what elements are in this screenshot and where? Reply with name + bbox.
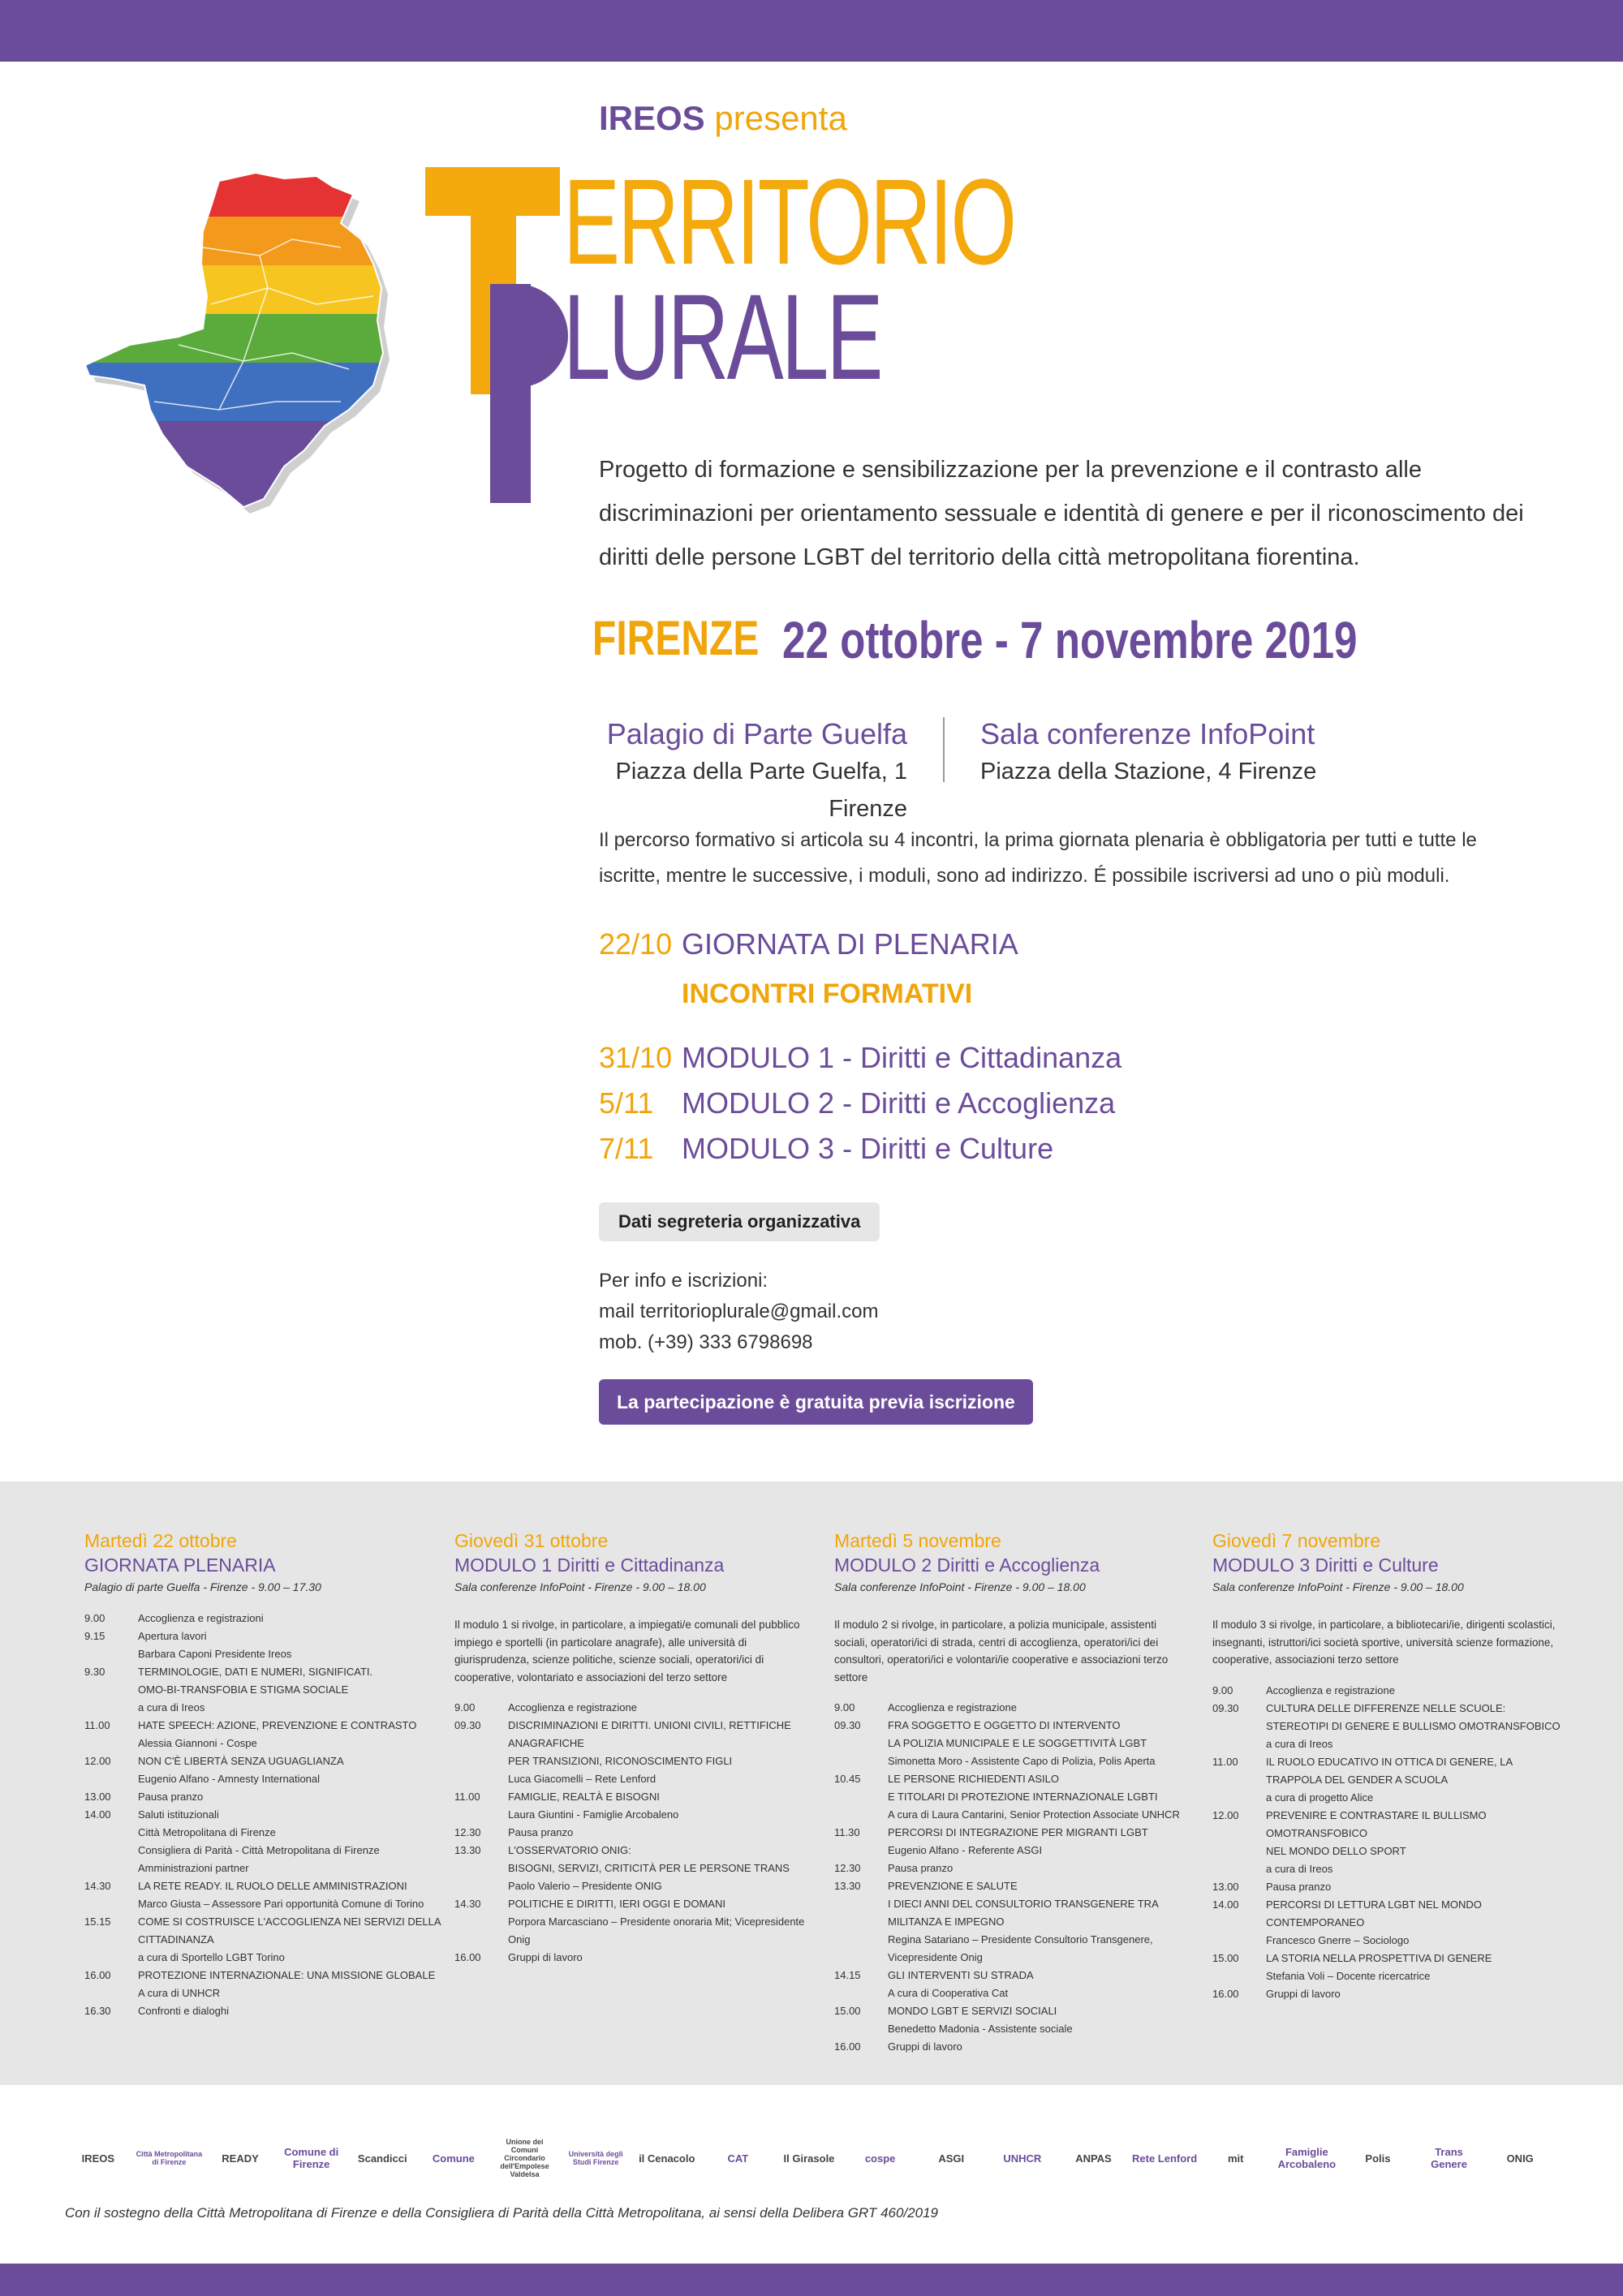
schedule-text: Barbara Caponi Presidente Ireos	[138, 1648, 292, 1660]
schedule-time: 11.00	[454, 1791, 480, 1803]
schedule-item	[1212, 1842, 1569, 1860]
schedule-text: STEREOTIPI DI GENERE E BULLISMO OMOTRANSFOBICO	[1266, 1719, 1561, 1732]
presenta-word: presenta	[714, 99, 847, 137]
schedule-text: I DIECI ANNI DEL CONSULTORIO TRANSGENERE TRA MILITANZA E IMPEGNO	[888, 1898, 1159, 1928]
schedule-time: 12.30	[834, 1862, 861, 1874]
schedule-item	[834, 1824, 1191, 1842]
incontri-label: INCONTRI FORMATIVI	[682, 978, 973, 1009]
schedule-item	[454, 1788, 812, 1806]
schedule-text: LA RETE READY. IL RUOLO DELLE AMMINISTRAZIONI	[138, 1880, 407, 1892]
partner-logo: mit	[1227, 2152, 1244, 2165]
schedule-item	[454, 1877, 812, 1895]
schedule-text: Gruppi di lavoro	[1266, 1987, 1341, 2000]
schedule-time: 9.30	[84, 1666, 105, 1678]
schedule-time: 14.30	[84, 1880, 111, 1892]
schedule-list	[1212, 1682, 1569, 2003]
intro-text: Progetto di formazione e sensibilizzazione per la prevenzione e il contrasto alle discriminazioni per orientamento sessuale e identità di genere e per il riconoscimento dei diritti delle persone LGBT del territorio della città metropolitana fiorentina.	[599, 457, 1524, 570]
row-title: MODULO 1 - Diritti e Cittadinanza	[682, 1041, 1122, 1074]
schedule-item	[84, 1699, 441, 1717]
schedule-item	[84, 1806, 441, 1824]
schedule-text: Vicepresidente Onig	[888, 1951, 983, 1963]
schedule-item	[84, 1967, 441, 1984]
event-dates: 22 ottobre - 7 novembre 2019	[782, 611, 1358, 669]
schedule-text: a cura di Ireos	[1266, 1737, 1333, 1750]
schedule-text: Gruppi di lavoro	[508, 1951, 583, 1963]
schedule-item	[834, 2002, 1191, 2020]
schedule-text: Città Metropolitana di Firenze	[138, 1826, 276, 1838]
schedule-time: 13.30	[834, 1880, 861, 1892]
schedule-item	[84, 1735, 441, 1752]
partner-logo: Unione dei Comuni Circondario dell'Empolese Valdelsa	[500, 2138, 549, 2178]
schedule-item	[834, 1931, 1191, 1949]
schedule-time: 16.00	[454, 1951, 481, 1963]
schedule-item	[1212, 1860, 1569, 1878]
org-name: IREOS	[599, 99, 705, 137]
schedule-item	[1212, 1896, 1569, 1932]
schedule-text: a cura di Ireos	[138, 1701, 205, 1713]
day-title: MODULO 3 Diritti e Culture	[1212, 1554, 1439, 1576]
day-date: Martedì 22 ottobre	[84, 1530, 237, 1551]
schedule-time: 9.00	[834, 1701, 855, 1713]
schedule-time	[1212, 1860, 1266, 1878]
schedule-time	[84, 1860, 138, 1877]
schedule-text: HATE SPEECH: AZIONE, PREVENZIONE E CONTRASTO	[138, 1719, 417, 1731]
day-location: Sala conferenze InfoPoint - Firenze - 9.00 – 18.00	[1212, 1580, 1464, 1593]
schedule-time	[834, 1752, 888, 1770]
module-description: Il modulo 2 si rivolge, in particolare, a polizia municipale, assistenti sociali, operatori/ici di strada, centri di accoglienza, operatori/ici dei consultori, operatori/ici e volontari/ie cooperative e associazioni terzo settore	[834, 1619, 1169, 1683]
schedule-text: IL RUOLO EDUCATIVO IN OTTICA DI GENERE, LA TRAPPOLA DEL GENDER A SCUOLA	[1266, 1755, 1513, 1786]
schedule-text: Saluti istituzionali	[138, 1808, 219, 1821]
schedule-item	[834, 1770, 1191, 1788]
schedule-item	[1212, 1985, 1569, 2003]
schedule-text: Alessia Giannoni - Cospe	[138, 1737, 257, 1749]
schedule-text: Apertura lavori	[138, 1630, 207, 1642]
day-location: Sala conferenze InfoPoint - Firenze - 9.00 – 18.00	[454, 1580, 706, 1593]
partner-logo: Scandicci	[357, 2152, 407, 2165]
day-title: MODULO 2 Diritti e Accoglienza	[834, 1554, 1100, 1576]
schedule-text: PER TRANSIZIONI, RICONOSCIMENTO FIGLI	[508, 1755, 733, 1767]
schedule-time	[454, 1877, 508, 1895]
schedule-time	[834, 1735, 888, 1752]
schedule-text: LA STORIA NELLA PROSPETTIVA DI GENERE	[1266, 1951, 1492, 1964]
schedule-time	[834, 1806, 888, 1824]
schedule-text: PROTEZIONE INTERNAZIONALE: UNA MISSIONE GLOBALE	[138, 1969, 436, 1981]
schedule-text: A cura di UNHCR	[138, 1987, 221, 1999]
schedule-text: Accoglienza e registrazione	[1266, 1683, 1395, 1696]
schedule-item	[834, 1806, 1191, 1824]
schedule-item	[834, 1842, 1191, 1860]
schedule-item	[454, 1752, 812, 1770]
schedule-item	[834, 1877, 1191, 1895]
partner-logo: CAT	[727, 2152, 749, 2165]
schedule-item	[84, 1949, 441, 1967]
schedule-item	[1212, 1700, 1569, 1718]
percorso-text: Il percorso formativo si articola su 4 incontri, la prima giornata plenaria è obbligatoria per tutti e tutte le iscritte, mentre le successive, i moduli, sono ad indirizzo. É possibile iscriversi ad uno o più moduli.	[599, 829, 1477, 887]
row-date: 5/11	[599, 1086, 654, 1120]
schedule-text: PERCORSI DI INTEGRAZIONE PER MIGRANTI LGBT	[888, 1826, 1148, 1838]
program-column-3	[834, 1529, 1191, 2056]
schedule-item	[1212, 1682, 1569, 1700]
schedule-time	[454, 1860, 508, 1877]
schedule-item	[84, 1913, 441, 1949]
schedule-time: 16.00	[1212, 1987, 1239, 2000]
schedule-item	[454, 1895, 812, 1913]
schedule-text: CULTURA DELLE DIFFERENZE NELLE SCUOLE:	[1266, 1701, 1506, 1714]
schedule-time	[454, 1913, 508, 1949]
venue-address: Piazza della Stazione, 4 Firenze	[980, 759, 1317, 785]
schedule-time	[84, 1735, 138, 1752]
schedule-time: 12.00	[1212, 1808, 1239, 1821]
schedule-text: PREVENIRE E CONTRASTARE IL BULLISMO OMOTRANSFOBICO	[1266, 1808, 1487, 1839]
schedule-time: 10.45	[834, 1773, 861, 1785]
module-row	[599, 1086, 1115, 1121]
schedule-text: a cura di Ireos	[1266, 1862, 1333, 1875]
schedule-item	[454, 1949, 812, 1967]
partner-logo: Comune di Firenze	[284, 2146, 339, 2170]
schedule-time	[84, 1984, 138, 2002]
schedule-list	[84, 1610, 441, 2020]
schedule-text: Confronti e dialoghi	[138, 2005, 230, 2017]
schedule-text: LA POLIZIA MUNICIPALE E LE SOGGETTIVITÀ LGBT	[888, 1737, 1147, 1749]
schedule-item	[834, 1967, 1191, 1984]
schedule-time: 14.30	[454, 1898, 481, 1910]
schedule-text: Consigliera di Parità - Città Metropolitana di Firenze	[138, 1844, 380, 1856]
day-date: Giovedì 31 ottobre	[454, 1530, 609, 1551]
footer-note: Con il sostegno della Città Metropolitana di Firenze e della Consigliera di Parità della Città Metropolitana, ai sensi della Delibera GRT 460/2019	[65, 2205, 938, 2221]
schedule-time: 13.30	[454, 1844, 481, 1856]
schedule-text: Pausa pranzo	[138, 1791, 204, 1803]
program-column-4	[1212, 1529, 1569, 2003]
venue-2	[980, 716, 1467, 790]
schedule-time	[84, 1681, 138, 1699]
schedule-time: 11.30	[834, 1826, 860, 1838]
schedule-time	[84, 1842, 138, 1860]
partner-logo: cospe	[864, 2152, 896, 2165]
partner-logo: ASGI	[938, 2152, 965, 2165]
partner-logo: Città Metropolitana di Firenze	[136, 2150, 203, 2166]
day-date: Giovedì 7 novembre	[1212, 1530, 1381, 1551]
schedule-text: Benedetto Madonia - Assistente sociale	[888, 2023, 1073, 2035]
partner-logo: Università degli Studi Firenze	[568, 2150, 623, 2166]
info-mail[interactable]: mail territorioplurale@gmail.com	[599, 1301, 879, 1322]
venue-name: Sala conferenze InfoPoint	[980, 717, 1315, 750]
schedule-text: FRA SOGGETTO E OGGETTO DI INTERVENTO	[888, 1719, 1121, 1731]
schedule-item	[84, 1860, 441, 1877]
schedule-item	[84, 1984, 441, 2002]
schedule-item	[834, 1984, 1191, 2002]
schedule-item	[454, 1717, 812, 1752]
partner-logo: Il Girasole	[783, 2152, 835, 2165]
schedule-item	[454, 1824, 812, 1842]
schedule-item	[84, 1842, 441, 1860]
schedule-time: 13.00	[1212, 1880, 1239, 1893]
schedule-time: 16.00	[834, 2040, 861, 2053]
day-date: Martedì 5 novembre	[834, 1530, 1001, 1551]
schedule-time	[84, 1645, 138, 1663]
schedule-time	[454, 1770, 508, 1788]
info-phone[interactable]: mob. (+39) 333 6798698	[599, 1331, 813, 1353]
schedule-text: DISCRIMINAZIONI E DIRITTI. UNIONI CIVILI, RETTIFICHE ANAGRAFICHE	[508, 1719, 791, 1749]
schedule-item	[834, 1752, 1191, 1770]
schedule-text: OMO-BI-TRANSFOBIA E STIGMA SOCIALE	[138, 1683, 349, 1696]
schedule-item	[454, 1806, 812, 1824]
logo-letter-p-bowl	[490, 284, 568, 388]
schedule-text: TERMINOLOGIE, DATI E NUMERI, SIGNIFICATI.	[138, 1666, 373, 1678]
partner-logo: ONIG	[1506, 2152, 1534, 2165]
partner-logo: Comune	[432, 2152, 475, 2165]
schedule-time: 9.15	[84, 1630, 105, 1642]
schedule-text: Accoglienza e registrazioni	[138, 1612, 264, 1624]
segreteria-badge: Dati segreteria organizzativa	[599, 1202, 880, 1241]
schedule-time	[1212, 1932, 1266, 1950]
schedule-text: LE PERSONE RICHIEDENTI ASILO	[888, 1773, 1059, 1785]
schedule-time: 9.00	[454, 1701, 476, 1713]
schedule-text: MONDO LGBT E SERVIZI SOCIALI	[888, 2005, 1057, 2017]
schedule-time	[1212, 1789, 1266, 1807]
schedule-item	[834, 1860, 1191, 1877]
schedule-item	[834, 1895, 1191, 1931]
schedule-time	[1212, 1735, 1266, 1753]
schedule-time	[454, 1806, 508, 1824]
schedule-text: BISOGNI, SERVIZI, CRITICITÀ PER LE PERSONE TRANS	[508, 1862, 790, 1874]
schedule-item	[84, 1717, 441, 1735]
info-heading: Per info e iscrizioni:	[599, 1270, 768, 1292]
contact-info	[599, 1266, 878, 1358]
schedule-item	[834, 1717, 1191, 1735]
city-label: FIRENZE	[592, 611, 760, 665]
schedule-item	[84, 1824, 441, 1842]
schedule-time: 09.30	[454, 1719, 481, 1731]
schedule-list	[834, 1699, 1191, 2056]
row-title: MODULO 3 - Diritti e Culture	[682, 1132, 1054, 1165]
row-title: GIORNATA DI PLENARIA	[682, 927, 1018, 961]
row-date: 22/10	[599, 927, 673, 961]
schedule-item	[454, 1842, 812, 1860]
schedule-text: NON C'È LIBERTÀ SENZA UGUAGLIANZA	[138, 1755, 344, 1767]
schedule-text: Laura Giuntini - Famiglie Arcobaleno	[508, 1808, 679, 1821]
partner-logo: Trans Genere	[1431, 2146, 1467, 2170]
schedule-time	[834, 1949, 888, 1967]
day-title: GIORNATA PLENARIA	[84, 1554, 276, 1576]
schedule-text: PERCORSI DI LETTURA LGBT NEL MONDO CONTEMPORANEO	[1266, 1898, 1482, 1928]
logo-letter-t-bar	[425, 167, 560, 216]
schedule-item	[84, 1681, 441, 1699]
schedule-item	[1212, 1950, 1569, 1967]
schedule-text: Francesco Gnerre – Sociologo	[1266, 1933, 1410, 1946]
partner-logo: Famiglie Arcobaleno	[1277, 2146, 1337, 2170]
schedule-text: Marco Giusta – Assessore Pari opportunità Comune di Torino	[138, 1898, 424, 1910]
day-location: Palagio di parte Guelfa - Firenze - 9.00 – 17.30	[84, 1580, 321, 1593]
schedule-text: PREVENZIONE E SALUTE	[888, 1880, 1018, 1892]
schedule-item	[1212, 1807, 1569, 1842]
schedule-item	[834, 1735, 1191, 1752]
partner-logo: ANPAS	[1075, 2152, 1112, 2165]
schedule-item	[1212, 1789, 1569, 1807]
schedule-time	[1212, 1967, 1266, 1985]
schedule-item	[834, 1949, 1191, 1967]
schedule-text: Luca Giacomelli – Rete Lenford	[508, 1773, 657, 1785]
schedule-time	[834, 2020, 888, 2038]
schedule-time	[834, 1788, 888, 1806]
venue-address: Piazza della Parte Guelfa, 1 Firenze	[615, 759, 907, 822]
schedule-item	[84, 1663, 441, 1681]
schedule-text: Paolo Valerio – Presidente ONIG	[508, 1880, 662, 1892]
partner-logo: Polis	[1365, 2152, 1391, 2165]
schedule-item	[454, 1770, 812, 1788]
schedule-time: 14.00	[84, 1808, 111, 1821]
schedule-time: 12.30	[454, 1826, 481, 1838]
schedule-text: Eugenio Alfano - Referente ASGI	[888, 1844, 1043, 1856]
schedule-text: Eugenio Alfano - Amnesty International	[138, 1773, 321, 1785]
schedule-item	[1212, 1967, 1569, 1985]
schedule-text: Pausa pranzo	[1266, 1880, 1332, 1893]
module-description: Il modulo 3 si rivolge, in particolare, a bibliotecari/ie, dirigenti scolastici, insegnanti, istruttori/ici società sportive, università scienze formazione, cooperative, associazioni terzo settore	[1212, 1619, 1556, 1666]
schedule-item	[834, 1788, 1191, 1806]
schedule-item	[84, 1645, 441, 1663]
schedule-time	[84, 1895, 138, 1913]
schedule-time	[84, 1949, 138, 1967]
venue-1	[568, 716, 907, 828]
schedule-time: 14.15	[834, 1969, 861, 1981]
schedule-text: Porpora Marcasciano – Presidente onoraria Mit; Vicepresidente Onig	[508, 1915, 805, 1946]
schedule-time	[1212, 1842, 1266, 1860]
schedule-item	[84, 1788, 441, 1806]
schedule-text: COME SI COSTRUISCE L'ACCOGLIENZA NEI SERVIZI DELLA CITTADINANZA	[138, 1915, 441, 1946]
schedule-time: 16.30	[84, 2005, 111, 2017]
schedule-item	[834, 2038, 1191, 2056]
title-line-2: LURALE	[563, 269, 881, 405]
row-date: 7/11	[599, 1132, 654, 1165]
schedule-time	[84, 1770, 138, 1788]
bottom-band	[0, 2264, 1623, 2296]
schedule-time	[84, 1824, 138, 1842]
free-participation-button[interactable]: La partecipazione è gratuita previa iscrizione	[599, 1379, 1033, 1425]
schedule-list	[454, 1699, 812, 1967]
schedule-text: Gruppi di lavoro	[888, 2040, 962, 2053]
schedule-item	[84, 1770, 441, 1788]
schedule-text: POLITICHE E DIRITTI, IERI OGGI E DOMANI	[508, 1898, 725, 1910]
partner-logo: READY	[222, 2152, 259, 2165]
schedule-time	[834, 1984, 888, 2002]
venue-divider	[943, 717, 945, 782]
schedule-time	[1212, 1718, 1266, 1735]
plenaria-row	[599, 927, 1018, 962]
partner-logo: il Cenacolo	[639, 2152, 695, 2165]
program-column-1	[84, 1529, 441, 2020]
title-line-1: ERRITORIO	[563, 153, 1015, 290]
schedule-time	[834, 1842, 888, 1860]
schedule-item	[84, 1877, 441, 1895]
schedule-time: 09.30	[1212, 1701, 1239, 1714]
schedule-time: 14.00	[1212, 1898, 1239, 1911]
schedule-text: A cura di Laura Cantarini, Senior Protection Associate UNHCR	[888, 1808, 1180, 1821]
schedule-text: Accoglienza e registrazione	[508, 1701, 637, 1713]
module-row	[599, 1040, 1121, 1076]
presenta-line	[599, 99, 847, 138]
schedule-time	[454, 1752, 508, 1770]
schedule-text: GLI INTERVENTI SU STRADA	[888, 1969, 1034, 1981]
module-row	[599, 1131, 1053, 1167]
schedule-text: Regina Satariano – Presidente Consultorio Transgenere,	[888, 1933, 1153, 1946]
schedule-item	[834, 2020, 1191, 2038]
schedule-time	[834, 1895, 888, 1931]
day-location: Sala conferenze InfoPoint - Firenze - 9.00 – 18.00	[834, 1580, 1086, 1593]
schedule-text: NEL MONDO DELLO SPORT	[1266, 1844, 1406, 1857]
schedule-text: FAMIGLIE, REALTÀ E BISOGNI	[508, 1791, 660, 1803]
schedule-time	[834, 1931, 888, 1949]
top-band	[0, 0, 1623, 62]
schedule-time: 15.00	[1212, 1951, 1239, 1964]
partner-logos	[65, 2134, 1558, 2191]
schedule-item	[84, 2002, 441, 2020]
schedule-item	[454, 1699, 812, 1717]
schedule-item	[84, 1752, 441, 1770]
schedule-text: Simonetta Moro - Assistente Capo di Polizia, Polis Aperta	[888, 1755, 1156, 1767]
schedule-item	[834, 1699, 1191, 1717]
schedule-time: 13.00	[84, 1791, 111, 1803]
schedule-time: 15.15	[84, 1915, 111, 1928]
partner-logo: Rete Lenford	[1132, 2152, 1198, 2165]
schedule-item	[454, 1860, 812, 1877]
schedule-text: E TITOLARI DI PROTEZIONE INTERNAZIONALE LGBTI	[888, 1791, 1158, 1803]
schedule-time: 9.00	[1212, 1683, 1233, 1696]
schedule-item	[1212, 1753, 1569, 1789]
venue-name: Palagio di Parte Guelfa	[606, 717, 907, 750]
schedule-time: 11.00	[1212, 1755, 1238, 1768]
schedule-item	[84, 1627, 441, 1645]
schedule-item	[454, 1913, 812, 1949]
schedule-text: Pausa pranzo	[888, 1862, 954, 1874]
schedule-text: Pausa pranzo	[508, 1826, 574, 1838]
schedule-time: 15.00	[834, 2005, 861, 2017]
partner-logo: IREOS	[81, 2152, 115, 2165]
rainbow-map-icon	[81, 166, 390, 523]
schedule-time: 11.00	[84, 1719, 110, 1731]
program-column-2	[454, 1529, 812, 1967]
module-description: Il modulo 1 si rivolge, in particolare, a impiegati/e comunali del pubblico impiego e sportelli (in particolare anagrafe), alle università di giurisprudenza, scienze politiche, scienze sociali, operatori/ici di cooperative, volontariato e associazioni del terzo settore	[454, 1619, 800, 1683]
schedule-item	[1212, 1878, 1569, 1896]
row-date: 31/10	[599, 1041, 673, 1074]
schedule-text: Accoglienza e registrazione	[888, 1701, 1017, 1713]
day-title: MODULO 1 Diritti e Cittadinanza	[454, 1554, 725, 1576]
schedule-text: L'OSSERVATORIO ONIG:	[508, 1844, 631, 1856]
schedule-text: A cura di Cooperativa Cat	[888, 1987, 1009, 1999]
schedule-time: 9.00	[84, 1612, 105, 1624]
schedule-time	[84, 1699, 138, 1717]
schedule-item	[1212, 1718, 1569, 1735]
schedule-item	[84, 1610, 441, 1627]
row-title: MODULO 2 - Diritti e Accoglienza	[682, 1086, 1116, 1120]
schedule-text: Stefania Voli – Docente ricercatrice	[1266, 1969, 1431, 1982]
schedule-time: 16.00	[84, 1969, 111, 1981]
schedule-item	[84, 1895, 441, 1913]
schedule-time: 09.30	[834, 1719, 861, 1731]
schedule-text: Amministrazioni partner	[138, 1862, 249, 1874]
schedule-text: a cura di progetto Alice	[1266, 1791, 1374, 1804]
schedule-time: 12.00	[84, 1755, 111, 1767]
partner-logo: UNHCR	[1003, 2152, 1042, 2165]
schedule-text: a cura di Sportello LGBT Torino	[138, 1951, 285, 1963]
schedule-item	[1212, 1932, 1569, 1950]
schedule-item	[1212, 1735, 1569, 1753]
